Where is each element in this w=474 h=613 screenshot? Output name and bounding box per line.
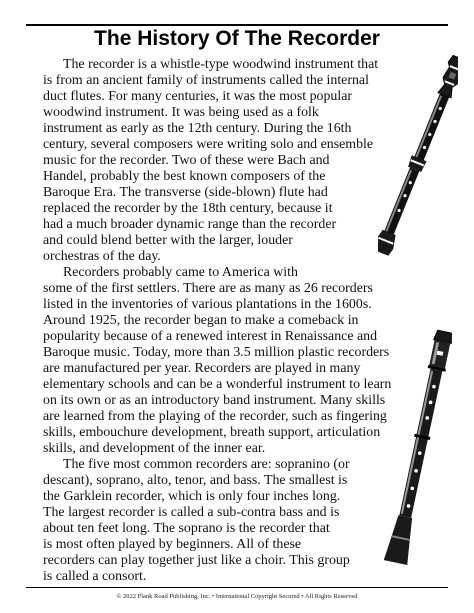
- text-line: recorders can play together just like a choir. This group: [43, 553, 350, 568]
- text-line: on its own or as an introductory band instrument. Many skills: [43, 393, 386, 408]
- text-line: The largest recorder is called a sub-contra bass and is: [43, 505, 340, 520]
- text-line: elementary schools and can be a wonderful instrument to learn: [43, 377, 392, 392]
- paragraph-3: [43, 457, 391, 585]
- text-line: the Garklein recorder, which is only four inches long.: [43, 489, 341, 504]
- article-body: [43, 57, 391, 585]
- text-line: orchestras of the day.: [43, 249, 161, 264]
- text-line: had a much broader dynamic range than the recorder: [43, 217, 337, 232]
- text-line: Handel, probably the best known composers of the: [43, 169, 326, 184]
- paragraph-1: [43, 57, 391, 265]
- text-line: Baroque music. Today, more than 3.5 million plastic recorders: [43, 345, 390, 360]
- text-line: are learned from the playing of the recorder, such as fingering: [43, 409, 387, 424]
- text-line: Recorders probably came to America with: [63, 265, 298, 280]
- text-line: music for the recorder. Two of these were Bach and: [43, 153, 330, 168]
- text-line: instrument as early as the 12th century. During the 16th: [43, 121, 352, 136]
- text-line: The recorder is a whistle-type woodwind instrument that: [63, 57, 379, 72]
- text-line: about ten feet long. The soprano is the recorder that: [43, 521, 330, 536]
- text-line: are manufactured per year. Recorders are played in many: [43, 361, 361, 376]
- top-rule: [26, 24, 448, 26]
- text-line: The five most common recorders are: sopranino (or: [63, 457, 350, 472]
- text-line: and could blend better with the larger, louder: [43, 233, 293, 248]
- copyright-footer: © 2022 Plank Road Publishing, Inc. • International Copyright Secured • All Rights Reserved: [116, 593, 358, 600]
- baroque-recorder-icon: [378, 46, 458, 276]
- text-line: replaced the recorder by the 18th century, because it: [43, 201, 333, 216]
- bottom-rule: [26, 587, 448, 588]
- page-title: The History Of The Recorder: [94, 27, 380, 50]
- text-line: Baroque Era. The transverse (side-blown) flute had: [43, 185, 328, 200]
- text-line: descant), soprano, alto, tenor, and bass. The smallest is: [43, 473, 348, 488]
- text-line: is most often played by beginners. All of these: [43, 537, 302, 552]
- text-line: woodwind instrument. It was being used as a folk: [43, 105, 319, 120]
- text-line: skills, embouchure development, breath support, articulation: [43, 425, 381, 440]
- text-line: listed in the inventories of various plantations in the 1600s.: [43, 297, 372, 312]
- text-line: skills, and development of the inner ear.: [43, 441, 266, 456]
- text-line: some of the first settlers. There are as many as 26 recorders: [43, 281, 373, 296]
- text-line: popularity because of a renewed interest in Renaissance and: [43, 329, 378, 344]
- plain-recorder-icon: [384, 325, 454, 580]
- text-line: duct flutes. For many centuries, it was the most popular: [43, 89, 353, 104]
- text-line: is called a consort.: [43, 569, 147, 584]
- text-line: is from an ancient family of instruments called the internal: [43, 73, 369, 88]
- text-line: century, several composers were writing solo and ensemble: [43, 137, 374, 152]
- paragraph-2: [43, 265, 391, 457]
- text-line: Around 1925, the recorder began to make a comeback in: [43, 313, 359, 328]
